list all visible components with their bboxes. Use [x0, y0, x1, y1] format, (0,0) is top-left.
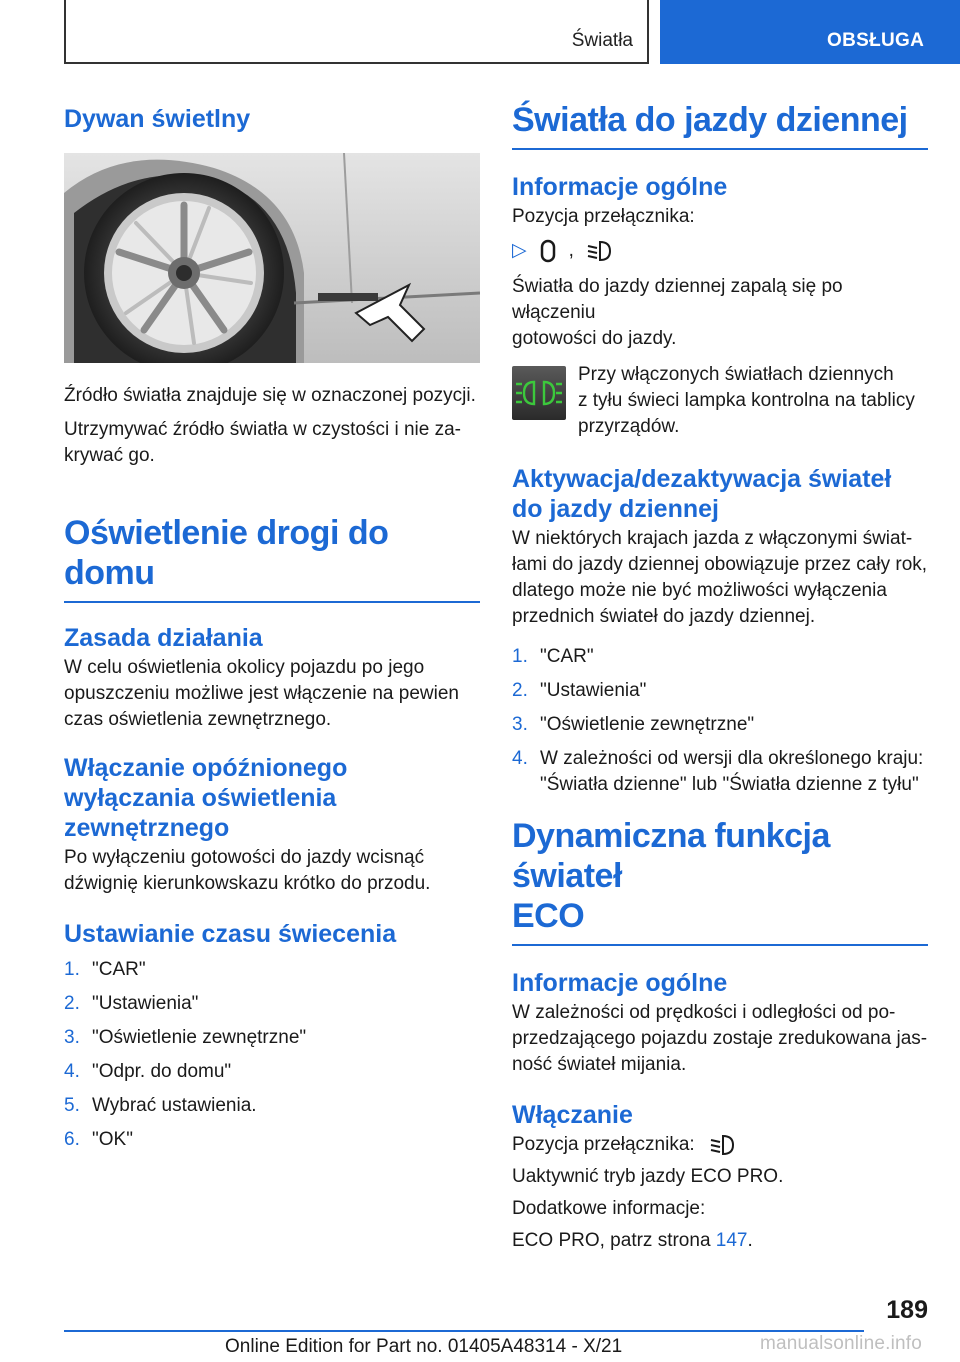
carpet-paragraph-2-line-2: krywać go.	[64, 445, 155, 466]
car-wheel-illustration	[64, 153, 480, 363]
auto-light-icon	[539, 239, 557, 263]
activation-line-3: dlatego może nie być możliwości wyłączenia	[512, 580, 887, 601]
heading-eco-line-1: Dynamiczna funkcja świateł ECO	[512, 816, 928, 946]
note-line-1: Przy włączonych światłach dziennych	[578, 364, 894, 385]
separator-comma: ,	[568, 240, 574, 261]
activation-line-1: W niektórych krajach jazda z włączonymi świat-	[512, 528, 913, 549]
heading-light-carpet: Dywan świetlny	[64, 105, 251, 133]
heading-activation-line-1: Aktywacja/dezaktywacja świateł	[512, 465, 892, 493]
list-item: 2. "Ustawienia"	[512, 680, 647, 701]
right-column	[512, 100, 928, 1254]
heading-switch-on: Włączanie	[512, 1101, 633, 1129]
heading-principle: Zasada działania	[64, 624, 263, 652]
bullet-marker: ▷	[512, 240, 527, 261]
delay-line-1: Po wyłączeniu gotowości do jazdy wcisnąć	[64, 847, 425, 868]
header-section-title: Światła	[571, 30, 633, 51]
list-item: 3. "Oświetlenie zewnętrzne"	[512, 714, 755, 735]
drl-indicator-icon	[512, 366, 566, 420]
drl-paragraph-line-2: gotowości do jazdy.	[512, 328, 677, 349]
switch-position-label: Pozycja przełącznika:	[512, 206, 695, 227]
footer-divider	[64, 1330, 864, 1332]
principle-line-1: W celu oświetlenia okolicy pojazdu po jego	[64, 657, 425, 678]
left-column	[64, 100, 480, 1161]
eco-line-3: ność świateł mijania.	[512, 1054, 687, 1075]
header-chapter-tab	[660, 0, 960, 64]
car-wheel-image	[64, 153, 480, 363]
drl-paragraph-line-1: Światła do jazdy dziennej zapalą się po włączeniu	[512, 276, 843, 323]
note-line-3: przyrządów.	[578, 416, 680, 437]
footer-watermark: manualsonline.info	[760, 1333, 923, 1354]
heading-delay-line-2: wyłączania oświetlenia	[64, 784, 337, 812]
delay-line-2: dźwignię kierunkowskazu krótko do przodu.	[64, 873, 431, 894]
list-item: 3. "Oświetlenie zewnętrzne"	[64, 1027, 307, 1048]
time-steps-list	[64, 957, 480, 1153]
principle-line-3: czas oświetlenia zewnętrznego.	[64, 709, 332, 730]
list-item: 1. "CAR"	[64, 959, 146, 980]
list-item: 4. W zależności od wersji dla określonego kraju: "Światła dzienne" lub "Światła dzienne z tyłu"	[512, 748, 924, 795]
activation-steps-list	[512, 644, 928, 798]
list-item: 4. "Odpr. do domu"	[64, 1061, 232, 1082]
footer-edition: Online Edition for Part no. 01405A48314 - X/21	[225, 1336, 623, 1357]
note-line-2: z tyłu świeci lampka kontrolna na tablicy	[578, 390, 915, 411]
heading-follow-me-home: Oświetlenie drogi do domu	[64, 513, 480, 603]
on-line-2: Dodatkowe informacje:	[512, 1198, 706, 1219]
header-chapter-title: OBSŁUGA	[827, 30, 925, 51]
eco-line-2: przedzającego pojazdu zostaje zredukowana jas-	[512, 1028, 928, 1049]
heading-delay-line-3: zewnętrznego	[64, 814, 230, 842]
list-item: 2. "Ustawienia"	[64, 993, 199, 1014]
on-line-3: ECO PRO, patrz strona 147.	[512, 1230, 753, 1251]
carpet-paragraph-2-line-1: Utrzymywać źródło światła w czystości i nie za-	[64, 419, 461, 440]
heading-activation-line-2: do jazdy dziennej	[512, 495, 719, 523]
heading-general-info-2: Informacje ogólne	[512, 969, 728, 997]
low-beam-icon	[586, 238, 612, 264]
heading-delay-line-1: Włączanie opóźnionego	[64, 754, 348, 782]
heading-general-info: Informacje ogólne	[512, 173, 728, 201]
activation-line-4: przednich świateł do jazdy dziennej.	[512, 606, 816, 627]
list-item: 5. Wybrać ustawienia.	[64, 1095, 257, 1116]
page-link-147[interactable]: 147	[715, 1230, 748, 1251]
principle-line-2: opuszczeniu możliwe jest włączenie na pewien	[64, 683, 459, 704]
on-line-1: Uaktywnić tryb jazdy ECO PRO.	[512, 1166, 784, 1187]
page-number: 189	[886, 1296, 928, 1324]
low-beam-icon	[709, 1132, 735, 1158]
eco-line-1: W zależności od prędkości i odległości od po-	[512, 1002, 896, 1023]
heading-daytime-lights: Światła do jazdy dziennej	[512, 100, 928, 150]
switch-positions-row	[512, 238, 928, 264]
list-item: 6. "OK"	[64, 1129, 133, 1150]
carpet-paragraph-1: Źródło światła znajduje się w oznaczonej pozycji.	[64, 385, 476, 406]
note-indicator	[512, 362, 928, 440]
list-item: 1. "CAR"	[512, 646, 594, 667]
on-switch-row: Pozycja przełącznika:	[512, 1132, 928, 1158]
header-section-tab	[64, 0, 649, 64]
activation-line-2: łami do jazdy dziennej obowiązuje przez cały rok,	[512, 554, 928, 575]
heading-set-time: Ustawianie czasu świecenia	[64, 920, 397, 948]
